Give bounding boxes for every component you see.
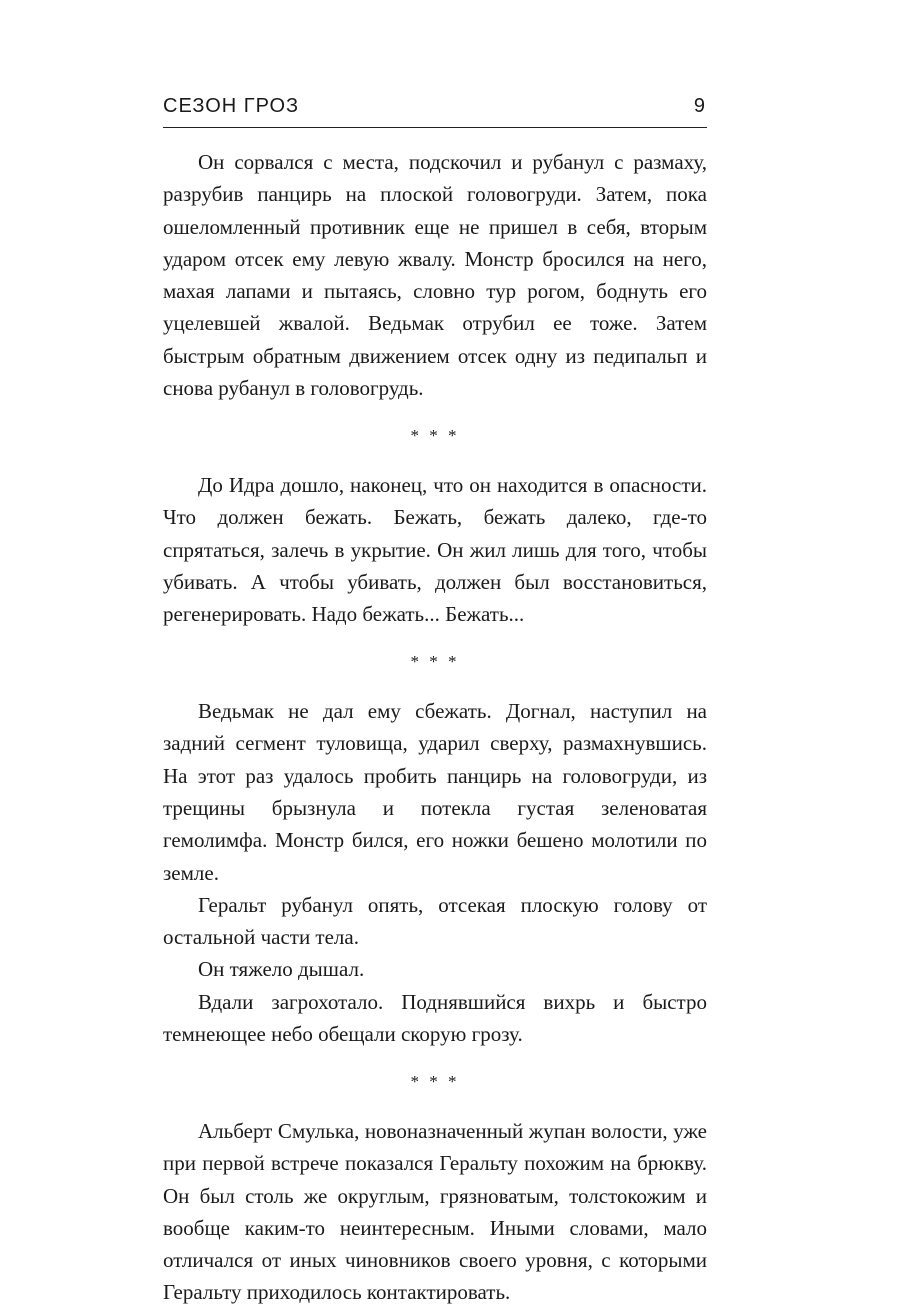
paragraph-5: Он тяжело дышал. (198, 957, 365, 982)
paragraph-1: Он сорвался с места, подскочил и рубанул с размаху, разрубив панцирь на плоской головогруди. Затем, пока ошеломленный противник еще не пришел в себя, вторым ударом отсек ему левую жвалу. Монстр бросился на него, махая лапами и пытаясь, словно тур рогом, боднуть его уцелевшей жвалой. Ведьмак отрубил ее тоже. Затем быстрым обратным движением отсек одну из педипальп и снова рубанул в головогрудь. (163, 150, 707, 401)
page-number: 9 (693, 95, 705, 117)
paragraph-6: Вдали загрохотало. Поднявшийся вихрь и быстро темнеющее небо обещали скорую грозу. (163, 989, 707, 1047)
page-text (163, 146, 707, 1309)
scene-break-3: * * * (410, 1072, 460, 1092)
scene-break-2: * * * (410, 652, 460, 672)
book-title: СЕЗОН ГРОЗ (163, 95, 300, 117)
paragraph-2: До Идра дошло, наконец, что он находится в опасности. Что должен бежать. Бежать, бежать далеко, где-то спрятаться, залечь в укрытие. Он жил лишь для того, чтобы убивать. А чтобы убивать, должен был восстановиться, регенерировать. Надо бежать... Бежать... (163, 472, 707, 627)
running-header (163, 95, 707, 128)
paragraph-3: Ведьмак не дал ему сбежать. Догнал, наступил на задний сегмент туловища, ударил сверху, размахнувшись. На этот раз удалось пробить панцирь на головогруди, из трещины брызнула и потекла густая зеленоватая гемолимфа. Монстр бился, его ножки бешено молотили по земле. (163, 699, 707, 885)
book-page (163, 0, 707, 1305)
paragraph-4: Геральт рубанул опять, отсекая плоскую голову от остальной части тела. (163, 892, 707, 950)
scene-break-1: * * * (410, 426, 460, 446)
paragraph-7: Альберт Смулька, новоназначенный жупан волости, уже при первой встрече показался Геральту похожим на брюкву. Он был столь же округлым, грязноватым, толстокожим и вообще каким-то неинтересным. Иными словами, мало отличался от иных чиновников своего уровня, с которыми Геральту приходилось контактировать. (163, 1118, 707, 1305)
